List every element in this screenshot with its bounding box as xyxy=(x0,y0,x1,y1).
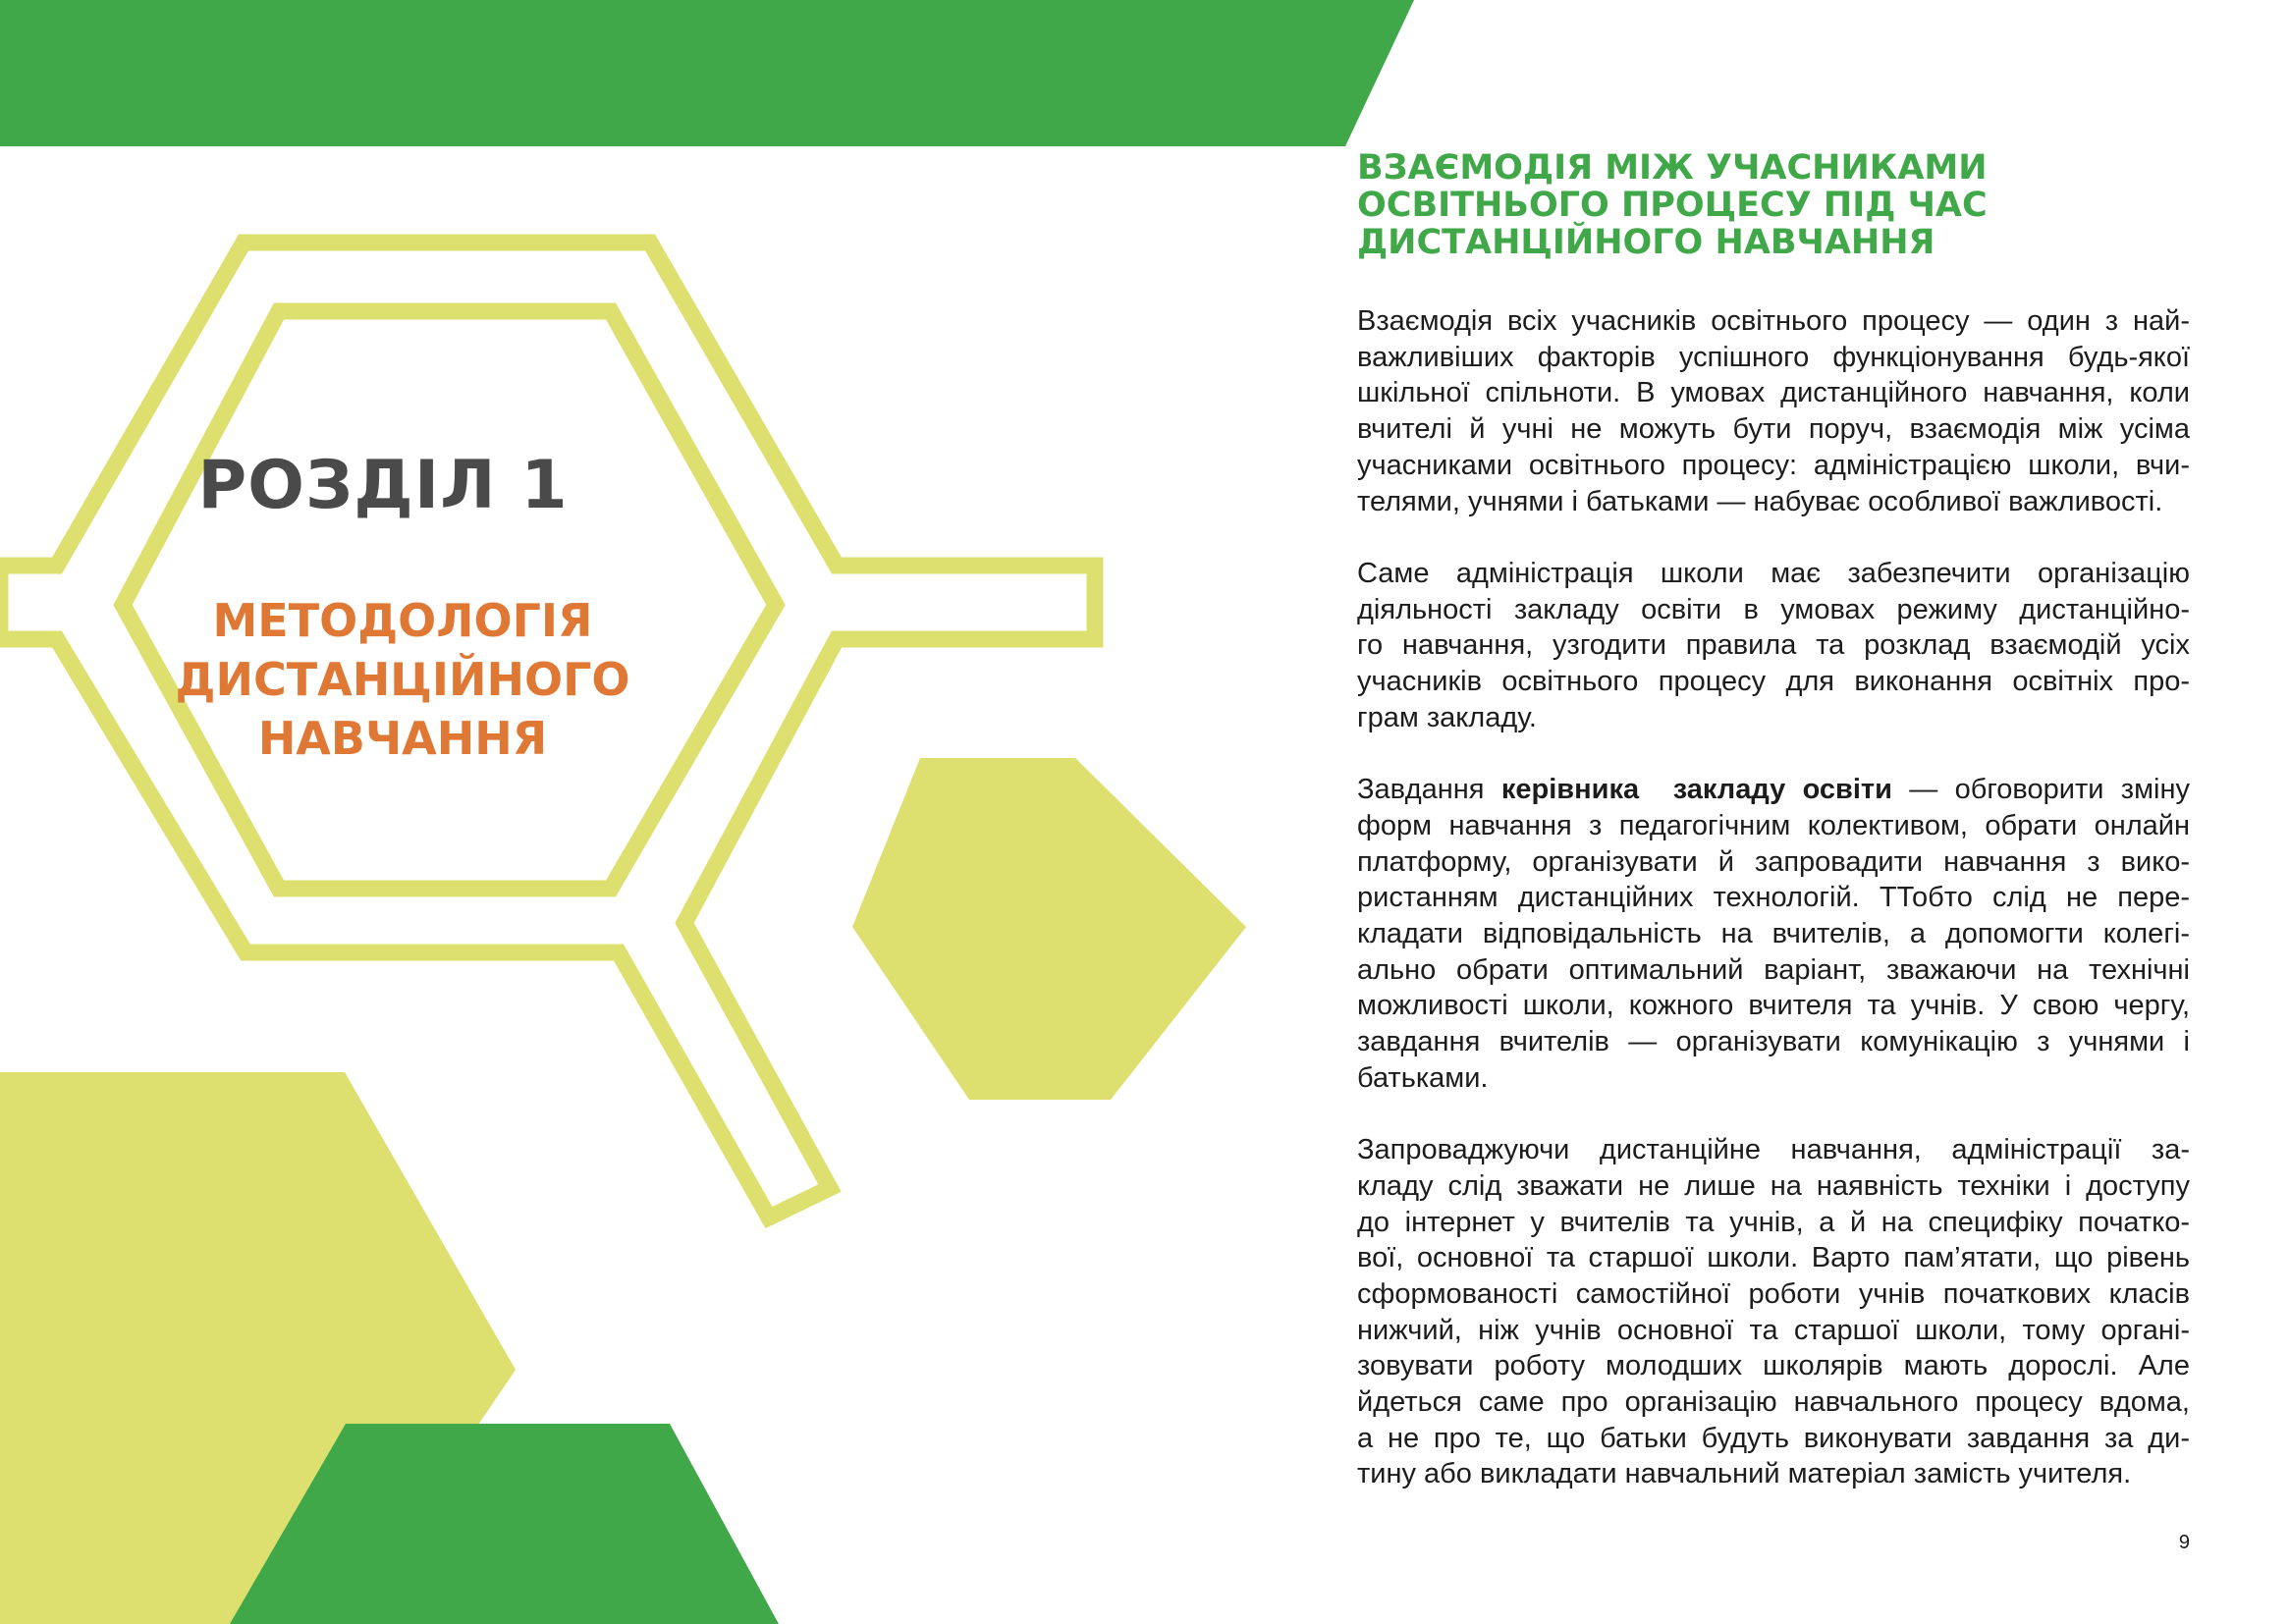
paragraph-2 xyxy=(1357,556,2190,736)
text-line: ристанням дистанційних технологій. ТТобто слід не пере- xyxy=(1357,882,2190,914)
top-green-banner xyxy=(0,0,1414,146)
section-heading-line: ВЗАЄМОДІЯ МІЖ УЧАСНИКАМИ xyxy=(1357,148,1988,188)
text-line: Саме адміністрація школи має забезпечити організацію xyxy=(1357,557,2190,589)
text-line: а не про те, що батьки будуть виконувати завдання за ди- xyxy=(1357,1422,2190,1454)
text-line: до інтернет у вчителів та учнів, а й на специфіку початко- xyxy=(1357,1206,2190,1238)
text-line: вої, основної та старшої школи. Варто пам’ятати, що рівень xyxy=(1357,1242,2190,1274)
text-line: зовувати роботу молодших школярів мають дорослі. Але xyxy=(1357,1350,2190,1382)
text-line: учасниками освітнього процесу: адміністрацією школи, вчи- xyxy=(1357,449,2190,481)
text-line: телями, учнями і батьками — набуває особливої важливості. xyxy=(1357,485,2163,517)
text-run: — обговорити зміну xyxy=(1891,774,2190,806)
text-line: кладати відповідальність на вчителів, а допомогти колегі- xyxy=(1357,917,2190,949)
text-line: важливіших факторів успішного функціонування будь-якої xyxy=(1357,341,2190,373)
chapter-label: РОЗДІЛ 1 xyxy=(197,447,569,524)
text-line: Взаємодія всіх учасників освітнього процесу — один з най- xyxy=(1357,305,2190,337)
paragraph-4 xyxy=(1357,1132,2190,1492)
text-line: го навчання, узгодити правила та розклад взаємодій усіх xyxy=(1357,629,2190,662)
chapter-title-line: МЕТОДОЛОГІЯ xyxy=(212,594,593,647)
chapter-title xyxy=(128,591,678,768)
chapter-title-line: ДИСТАНЦІЙНОГО xyxy=(175,653,630,706)
text-line: грам закладу. xyxy=(1357,701,1537,733)
text-line: кладу слід зважати не лише на наявність техніки і доступу xyxy=(1357,1169,2190,1202)
page-number: 9 xyxy=(2178,1532,2190,1553)
text-line: тину або викладати навчальний матеріал замість учителя. xyxy=(1357,1458,2132,1490)
text-line: сформованості самостійної роботи учнів початкових класів xyxy=(1357,1277,2190,1310)
text-line: Запроваджуючи дистанційне навчання, адміністрації за- xyxy=(1357,1134,2190,1166)
paragraph-3 xyxy=(1357,772,2190,1096)
text-line: батьками. xyxy=(1357,1061,1489,1094)
text-line: ально обрати оптимальний варіант, зважаючи на технічні xyxy=(1357,953,2190,986)
text-line: вчителі й учні не можуть бути поруч, взаємодія між усіма xyxy=(1357,413,2190,446)
text-line: учасників освітнього процесу для виконання освітніх про- xyxy=(1357,666,2190,698)
bold-text: керівника закладу освіти xyxy=(1500,774,1892,806)
section-heading xyxy=(1357,149,2221,261)
text-line: можливості школи, кожного вчителя та учнів. У свою чергу, xyxy=(1357,990,2190,1022)
right-lime-hexagon xyxy=(852,758,1246,1100)
text-line: форм навчання з педагогічним колективом, обрати онлайн xyxy=(1357,809,2190,841)
chapter-title-line: НАВЧАННЯ xyxy=(257,712,548,765)
text-line: завдання вчителів — організувати комунікацію з учнями і xyxy=(1357,1026,2190,1058)
text-line: йдеться саме про організацію навчального процесу вдома, xyxy=(1357,1386,2190,1419)
section-heading-line: ДИСТАНЦІЙНОГО НАВЧАННЯ xyxy=(1357,223,1935,262)
section-heading-line: ОСВІТНЬОГО ПРОЦЕСУ ПІД ЧАС xyxy=(1357,186,1988,225)
text-line: шкільної спільноти. В умовах дистанційного навчання, коли xyxy=(1357,377,2190,409)
text-line: нижчий, ніж учнів основної та старшої школи, тому органі- xyxy=(1357,1314,2190,1346)
text-line: платформу, організувати й запровадити навчання з вико- xyxy=(1357,845,2190,878)
text-line: діяльності закладу освіти в умовах режиму дистанційно- xyxy=(1357,593,2190,625)
text-line xyxy=(1357,772,2190,808)
paragraph-1 xyxy=(1357,303,2190,519)
text-run: Завдання xyxy=(1357,774,1501,806)
body-text xyxy=(1357,303,2190,1529)
